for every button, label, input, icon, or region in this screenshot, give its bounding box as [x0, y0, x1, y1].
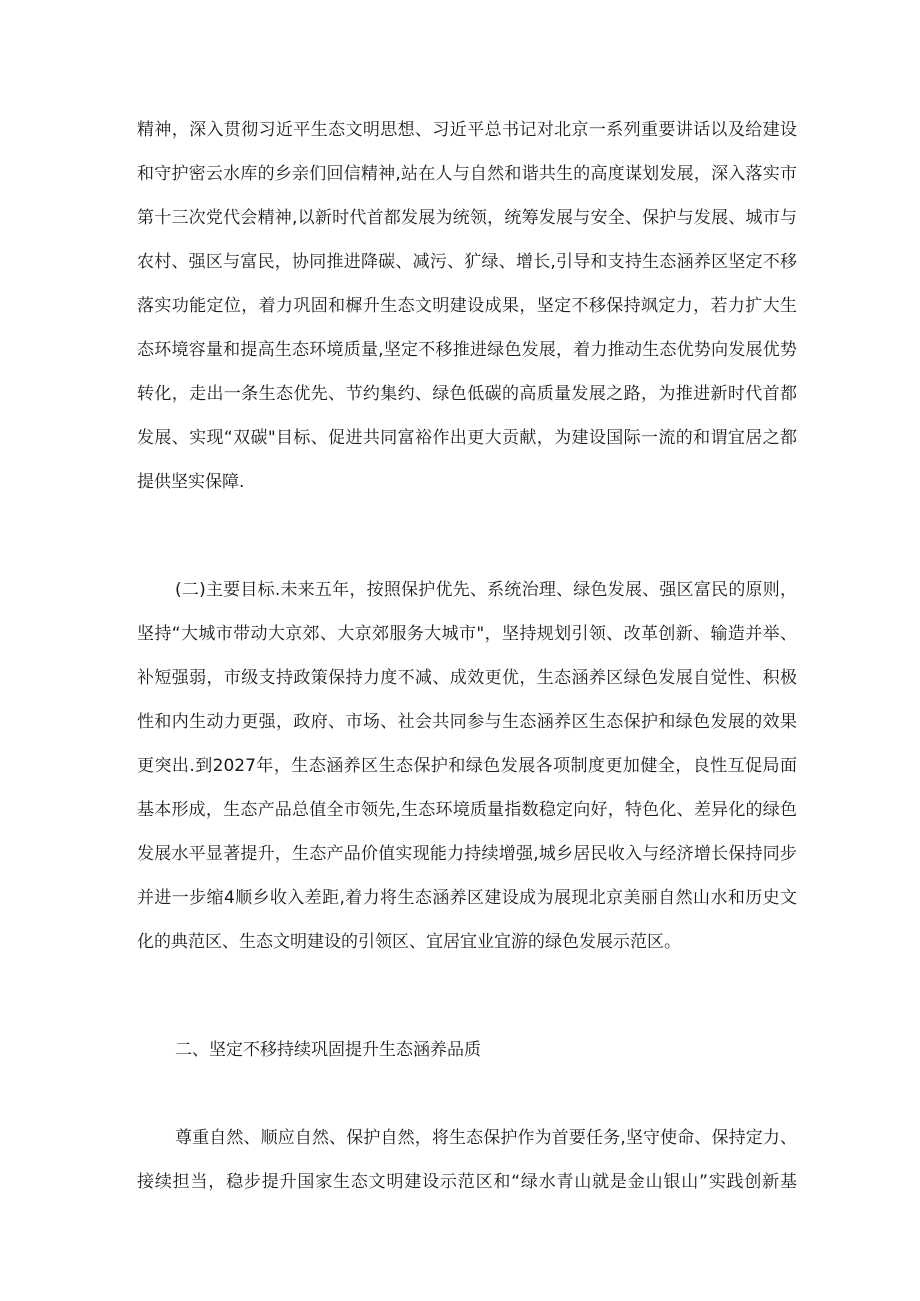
text-line: 更突出.到2027年，生态涵养区生态保护和绿色发展各项制度更加健全，良性互促局面	[137, 756, 797, 776]
text-line: 态环境容量和提高生态环境质量,坚定不移推进绿色发展，着力推动生态优势向发展优势	[137, 340, 797, 360]
text-line: 提供坚实保障.	[137, 472, 245, 492]
text-line: 转化，走出一条生态优先、节约集约、绿色低碳的高质量发展之路，为推进新时代首都	[137, 384, 797, 404]
text-line: 接续担当，稳步提升国家生态文明建设示范区和“绿水青山就是金山银山”实践创新基	[137, 1172, 797, 1192]
text-line: 落实功能定位，着力巩固和樨升生态文明建设成果，坚定不移保持飒定力，若力扩大生	[137, 296, 797, 316]
text-line: 发展水平显著提升，生态产品价值实现能力持续增强,城乡居民收入与经济增长保持同步	[137, 844, 797, 864]
text-line: (二)主要目标.未来五年，按照保护优先、系统治理、绿色发展、强区富民的原则，	[175, 580, 797, 600]
text-line: 精神，深入贯彻习近平生态文明思想、习近平总书记对北京一系列重要讲话以及给建设	[137, 120, 797, 140]
text-line: 和守护密云水库的乡亲们回信精神,站在人与自然和谐共生的高度谋划发展，深入落实市	[137, 164, 797, 184]
text-line: 补短强弱，市级支持政策保持力度不减、成效更优，生态涵养区绿色发展自觉性、积极	[137, 668, 797, 688]
text-line: 基本形成，生态产品总值全市领先,生态环境质量指数稳定向好，特色化、差异化的绿色	[137, 800, 797, 820]
text-line: 农村、强区与富民，协同推进降碳、减污、犷绿、增长,引导和支持生态涵养区坚定不移	[137, 252, 797, 272]
text-line: 并进一步缩4顺乡收入差距,着力将生态涵养区建设成为展现北京美丽自然山水和历史文	[137, 888, 797, 908]
text-line: 发展、实现“双碳"目标、促进共同富裕作出更大贡献，为建设国际一流的和谓宜居之都	[137, 428, 797, 448]
text-line: 尊重自然、顺应自然、保护自然，将生态保护作为首要任务,坚守使命、保持定力、	[175, 1128, 797, 1148]
text-line: 化的典范区、生态文明建设的引领区、宜居宜业宜游的绿色发展示范区。	[137, 932, 681, 952]
text-line: 第十三次党代会精神,以新时代首都发展为统领，统筹发展与安全、保护与发展、城市与	[137, 208, 797, 228]
text-line: 性和内生动力更强，政府、市场、社会共同参与生态涵养区生态保护和绿色发展的效果	[137, 712, 797, 732]
text-line: 坚持“大城市带动大京郊、大京郊服务大城市"，坚持规划引领、改革创新、输造并举、	[137, 624, 797, 644]
section-heading: 二、坚定不移持续巩固提升生态涵养品质	[175, 1040, 481, 1060]
